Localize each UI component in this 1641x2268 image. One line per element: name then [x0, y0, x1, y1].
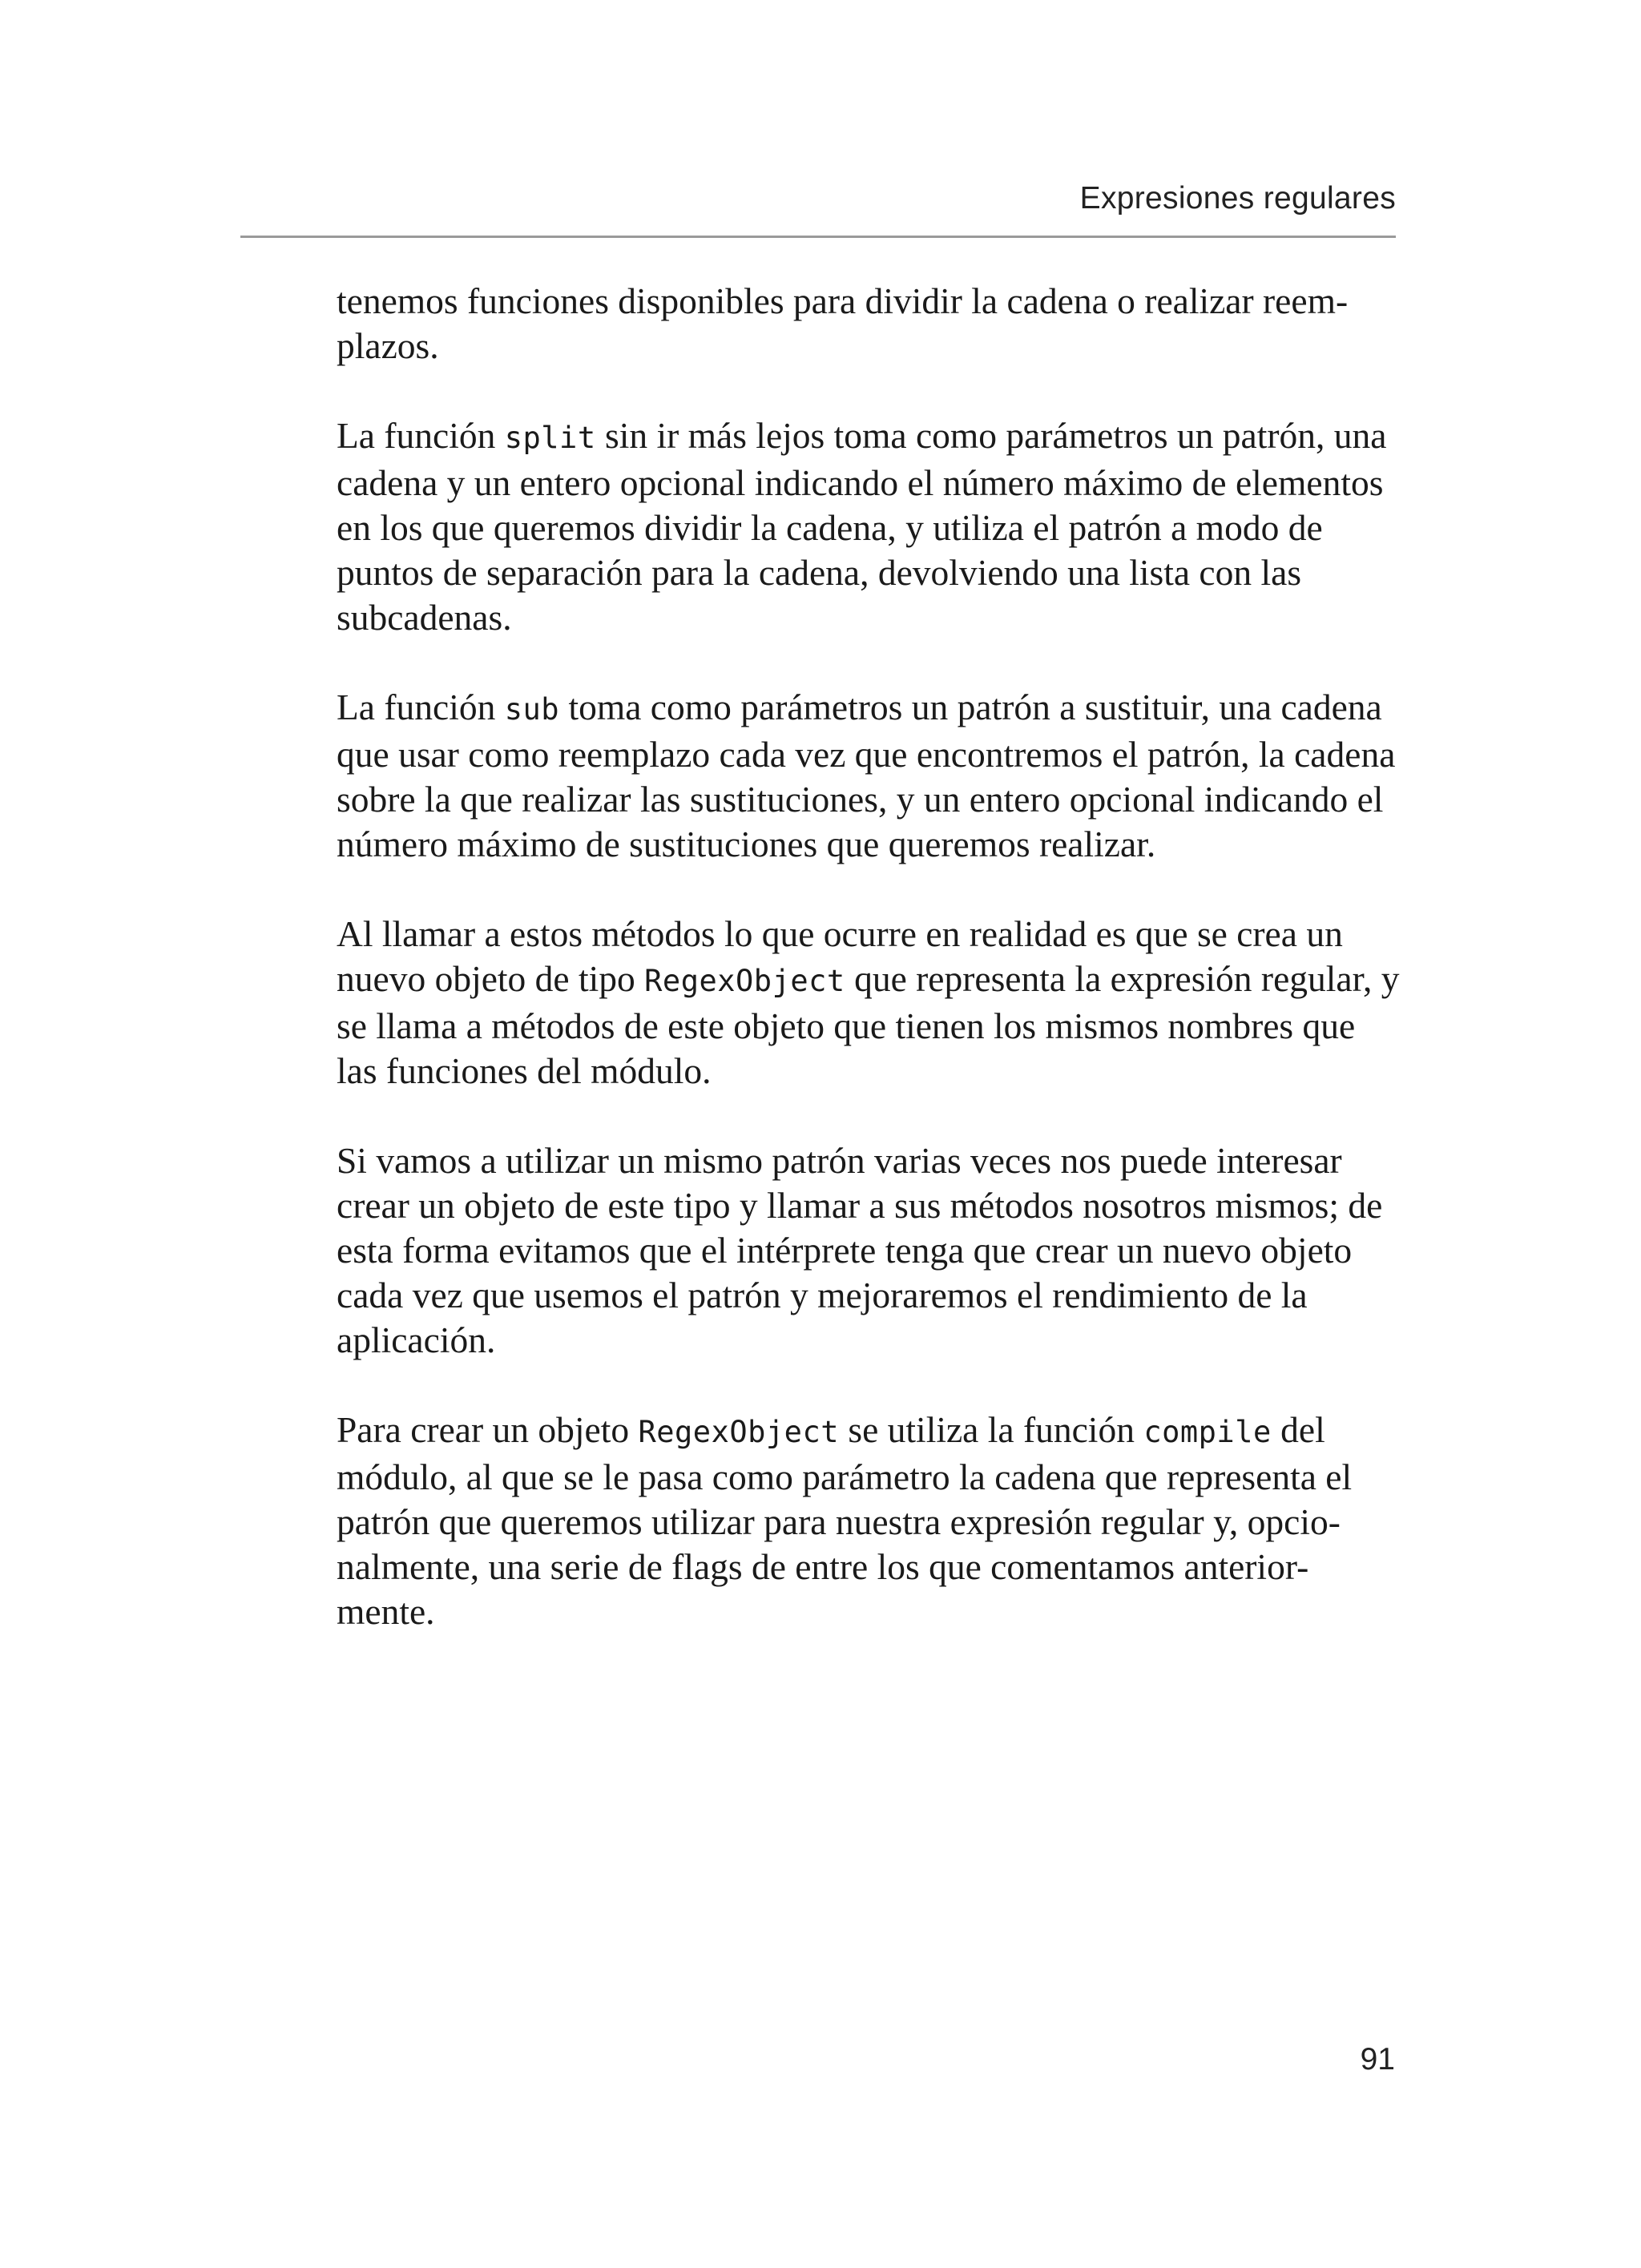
paragraph-1: [337, 279, 1402, 369]
paragraph-6-after: del módulo, al que se le pasa como parámetro la cadena que representa el patrón que queremos utilizar para nuestra expresión regular y, opcio-nalmente, una serie de flags de entre los que comentamos anterior-mente.: [337, 1409, 1353, 1632]
paragraph-4-after: que representa la expresión regular, y se llama a métodos de este objeto que tienen los mismos nombres que las funciones del módulo.: [337, 958, 1400, 1091]
header-rule: [240, 236, 1396, 238]
page-number: 91: [1360, 2042, 1395, 2077]
paragraph-4-before: Al llamar a estos métodos lo que ocurre en realidad es que se crea un nuevo objeto de tipo: [337, 913, 1343, 999]
running-header: Expresiones regulares: [1079, 181, 1396, 216]
paragraph-2-before: La función: [337, 415, 505, 456]
code-regexobject: RegexObject: [644, 964, 845, 998]
paragraph-2: [337, 413, 1402, 640]
paragraph-6-before: Para crear un objeto: [337, 1409, 639, 1450]
paragraph-6: [337, 1408, 1402, 1634]
code-split: split: [504, 421, 596, 455]
paragraph-4: [337, 912, 1402, 1094]
paragraph-5: [337, 1138, 1402, 1363]
code-sub: sub: [504, 692, 560, 727]
paragraph-3: [337, 685, 1402, 867]
paragraph-1-text: tenemos funciones disponibles para dividir la cadena o realizar reem-plazos.: [337, 280, 1349, 366]
paragraph-3-after: toma como parámetros un patrón a sustituir, una cadena que usar como reemplazo cada vez que encontremos el patrón, la cadena sobre la que realizar las sustituciones, y un entero opcional indicando el número máximo de sustituciones que queremos realizar.: [337, 687, 1396, 864]
code-regexobject-2: RegexObject: [638, 1415, 840, 1449]
code-compile: compile: [1143, 1415, 1272, 1449]
body-text: [337, 279, 1402, 1679]
paragraph-2-after: sin ir más lejos toma como parámetros un patrón, una cadena y un entero opcional indicando el número máximo de elementos en los que queremos dividir la cadena, y utiliza el patrón a modo de puntos de separación para la cadena, devolviendo una lista con las subcadenas.: [337, 415, 1387, 638]
paragraph-3-before: La función: [337, 687, 505, 727]
paragraph-6-middle: se utiliza la función: [839, 1409, 1144, 1450]
paragraph-5-text: Si vamos a utilizar un mismo patrón varias veces nos puede interesar crear un objeto de este tipo y llamar a sus métodos nosotros mismos; de esta forma evitamos que el intérprete tenga que crear un nuevo objeto cada vez que usemos el patrón y mejoraremos el rendimiento de la aplicación.: [337, 1140, 1383, 1360]
